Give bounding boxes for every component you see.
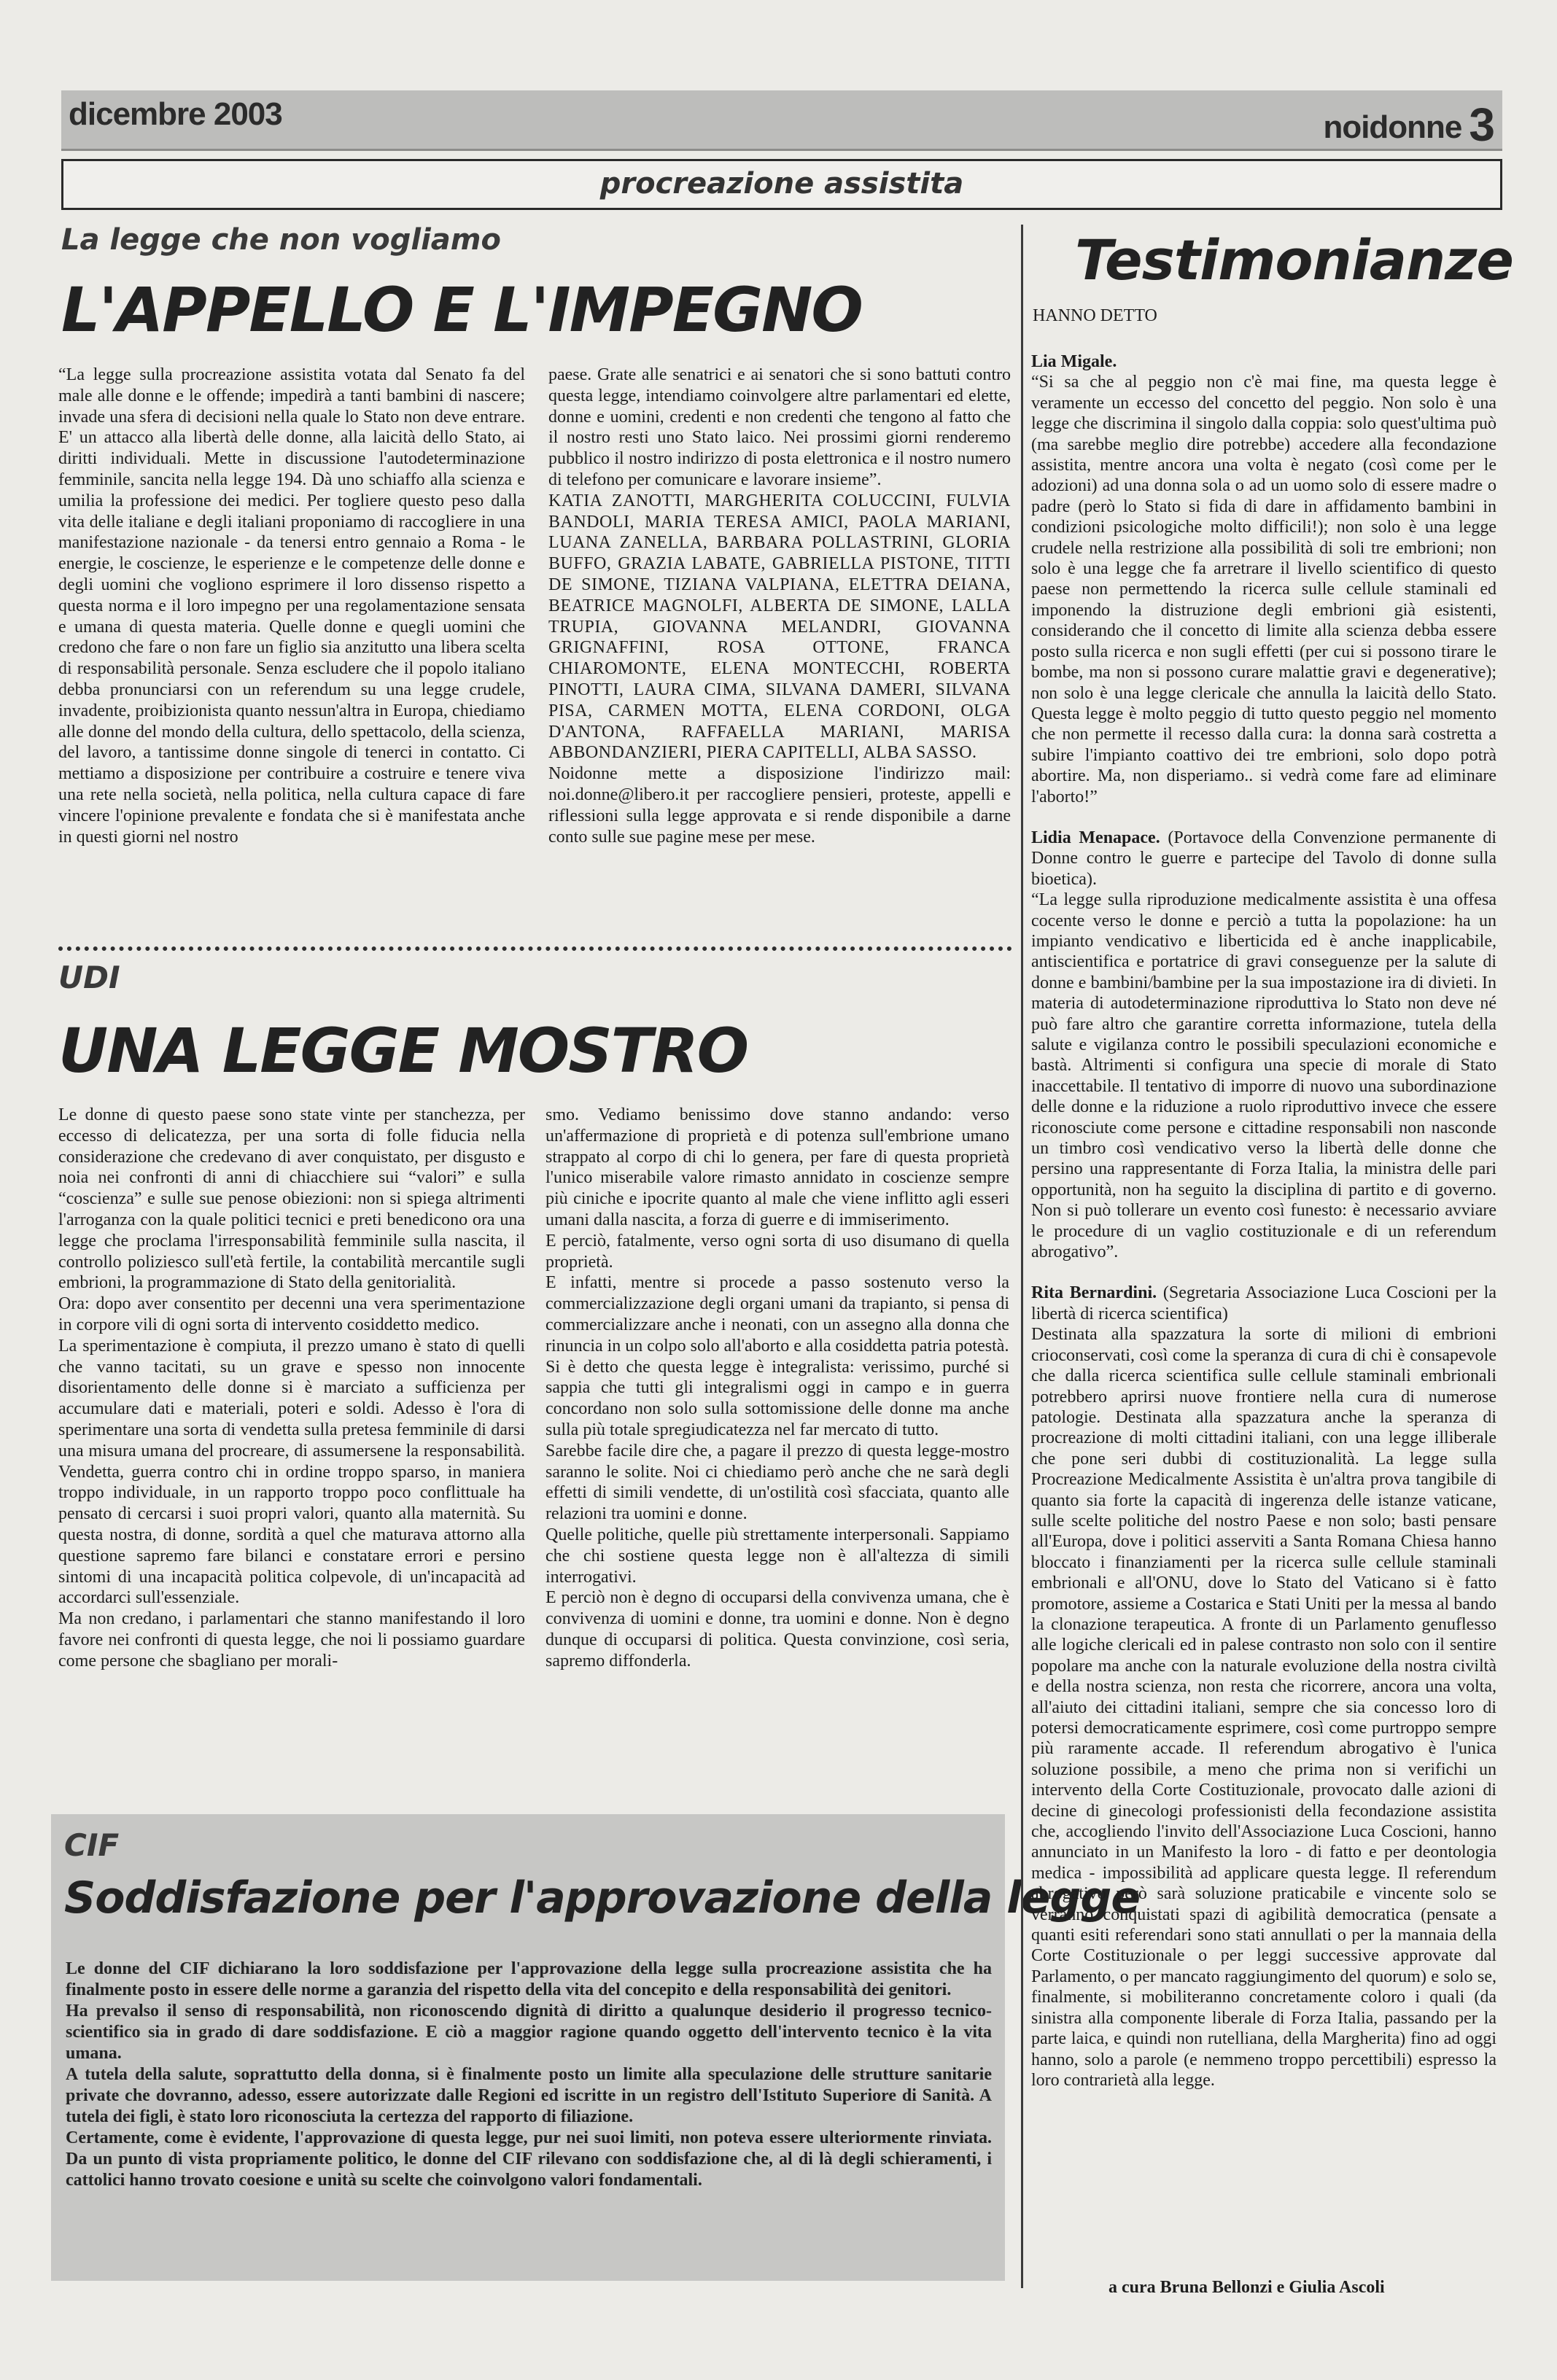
article3-p4: Certamente, come è evidente, l'approvazione di questa legge, pur nei suoi limiti, non poteva essere ulteriormente rinviata. Da un punto di vista propriamente politico, le donne del CIF rilevano con soddisfazione che, al di là degli schieramenti, i cattolici hanno trovato coesione e unità su scelte che coinvolgono valori fondamentali. (66, 2128, 992, 2190)
testimony-migale (1031, 351, 1496, 807)
article2-col2-p4: Si è detto che questa legge è integralista: verissimo, purché si sappia che tutti gli integralismi oggi in campo e in guerra concordano non solo sulla sottomissione delle donne ma anche sulla più totale spregiudicatezza nel far mercato di tutto. (545, 1357, 1009, 1439)
article2-headline: UNA LEGGE MOSTRO (58, 1015, 748, 1086)
article2-col2-p5: Sarebbe facile dire che, a pagare il prezzo di questa legge-mostro saranno le solite. Noi ci chiediamo però anche che ne sarà degli effetti di simili vendette, di un'ostilità così sfacciata, quanto alle relazioni tra uomini e donne. (545, 1441, 1009, 1524)
testimonianze-subtitle: HANNO DETTO (1033, 306, 1157, 325)
article3-p3: A tutela della salute, soprattutto della donna, si è finalmente posto un limite alla speculazione delle strutture sanitarie private che dovranno, adesso, essere autorizzate dalle Regioni ed iscritte in un registro dell'Istituto Superiore di Sanità. A tutela dei figli, è stato loro riconosciuta la certezza del rapporto di filiazione. (66, 2065, 992, 2126)
testimony-role: (Segretaria Associazione Luca Coscioni per la libertà di ricerca scientifica) (1031, 1283, 1497, 1323)
credit-line: a cura Bruna Bellonzi e Giulia Ascoli (1108, 2278, 1385, 2297)
article2-col2-p6: Quelle politiche, quelle più strettamente interpersonali. Sappiamo che chi sostiene questa legge non è all'altezza di simili interrogativi. (545, 1525, 1009, 1587)
testimony-text: “Si sa che al peggio non c'è mai fine, ma questa legge è veramente un eccesso del concetto del peggio. Non solo è una legge che discrimina il singolo dalla coppia: solo quest'ultima può (ma sarebbe meglio dire potrebbe) accedere alla fecondazione assistita, mentre ancora una volta è negato (così come per le adozioni) ad una donna sola o ad un uomo solo di essere madre o padre (però lo Stato si fida di dare in affidamento bambini in condizioni psicologiche molto difficili!); non solo è una legge crudele nella restrizione alla possibilità di soli tre embrioni; non solo è una legge che fa arretrare il livello scientifico di questo paese non permettendo la ricerca sulle cellule staminali ed imponendo la distruzione degli embrioni già esistenti, considerando che il concetto di limite alla scienza debba essere posto sulla ricerca e non sugli effetti (per cui si possono tirare le bombe, ma non si possono curare malattie gravi e degenerative); non solo è una legge clericale che annulla la laicità dello Stato. Questa legge è molto peggio di tutto questo peggio nel momento che non permette il recesso dalla cura: la donna sarà costretta a subire l'impianto coattivo dei tre embrioni, solo dopo potrà abortire. Ma, non disperiamo.. si vedrà come fare ad eliminare l'aborto!” (1031, 373, 1496, 806)
cif-box (51, 1814, 1141, 2281)
article1-column-2 (548, 365, 1011, 847)
article2-kicker: UDI (58, 960, 120, 995)
page-number: 3 (1469, 98, 1495, 151)
article2-col2-p2: E perciò, fatalmente, verso ogni sorta di uso disumano di quella proprietà. (545, 1231, 1009, 1272)
article2-col2-p1: smo. Vediamo benissimo dove stanno andando: verso un'affermazione di proprietà e di potenza sull'embrione umano strappato al corpo di chi lo genera, per fare di questa proprietà l'unico miserabile valore rimasto annidato in coscienze sempre più ciniche e ipocrite quanto al male che viene inflitto agli esseri umani dalla nascita, a forza di guerre e di immiserimento. (545, 1105, 1009, 1229)
article3-body (66, 1959, 992, 2191)
testimony-bernardini (1031, 1283, 1496, 2091)
column-rule (1021, 225, 1023, 2288)
magazine-name: noidonne (1323, 109, 1462, 145)
article3-p2: Ha prevalso il senso di responsabilità, non riconoscendo dignità di diritto a qualunque desiderio il progresso tecnico-scientifico sia in grado di dare soddisfazione. E ciò a maggior ragione quando oggetto dell'intervento tecnico è la vita umana. (66, 2002, 992, 2063)
testimony-text: Destinata alla spazzatura la sorte di milioni di embrioni crioconservati, così come la speranza di cura di chi è consapevole che dalla ricerca scientifica sulle cellule staminali embrionali potrebbero aprirsi nuove frontiere nella cura di numerose patologie. Destinata alla spazzatura anche la speranza di procreazione di molti cittadini italiani, con una legge illiberale che pone seri dubbi di costituzionalità. La legge sulla Procreazione Medicalmente Assistita è un'altra prova tangibile di quanto sia forte la capacità di ingerenza delle istanze vaticane, sulle scelte politiche del nostro Paese e non solo; basti pensare all'Europa, dove i politici asserviti a Santa Romana Chiesa hanno bloccato i finanziamenti per la ricerca sulle cellule staminali embrionali e all'ONU, dove lo Stato del Vaticano si è fatto promotore, assieme a Costarica e Stati Uniti per la messa al bando la clonazione terapeutica. A fronte di un Parlamento genuflesso alle logiche clericali ed in palese contrasto non solo con il sentire popolare ma anche con la naturale evoluzione della nostra civiltà e della nostra scienza, non resta che ricorrere, ancora una volta, all'aiuto dei cittadini italiani, sempre che sia concesso loro di potersi democraticamente esprimere, così come purtroppo sempre più raramente accade. Il referendum abrogativo è l'unica soluzione possibile, a meno che prima non si verifichi un intervento della Corte Costituzionale, provocato dalle azioni di decine di ginecologi professionisti della fecondazione assistita che, accogliendo l'invito dell'Associazione Luca Coscioni, hanno annunciato in un Manifesto la loro - di fatto e per deontologia medica - impossibilità ad applicare questa legge. Il referendum abrogativo però sarà soluzione praticabile e vincente solo se verranno conquistati spazi di agibilità democratica (pensate a quanti esiti referendari sono stati annullati o per la mannaia della Corte Costituzionale o per leggi successive approvate dal Parlamento, o per mancato raggiungimento del quorum) e solo se, finalmente, si mobiliteranno concretamente coloro i quali (da sinistra alla componente liberale di Forza Italia, passando per la parte laica, e quindi non rutelliana, della Margherita) fino ad oggi hanno, solo a parole (e nemmeno troppo percettibili) espresso la loro contrarietà alla legge. (1031, 1325, 1496, 2090)
article2-column-1 (58, 1105, 525, 1672)
testimony-text: “La legge sulla riproduzione medicalmente assistita è una offesa cocente verso le donne e perciò a tutta la popolazione: ha un impianto vendicativo e liberticida ed è anche inapplicabile, antiscientifica e portatrice di gravi conseguenze per la salute di donne e bambini/bambine per la sua impostazione ira di divieti. In materia di autodeterminazione riproduttiva lo Stato non deve né può fare altro che garantire corretta informazione, tutela della salute e vigilanza contro le possibili speculazioni economiche e bastà. Altrimenti si configura una specie di morale di Stato inaccettabile. Il tentativo di imporre di nuovo una subordinazione delle donne e la riduzione a ruolo riproduttivo invece che essere riconosciute come persone e cittadine responsabili non nasconde un timbro così vendicativo verso la libertà delle donne che persino una rappresentante di Forza Italia, la ministra delle pari opportunità, non ha seguito la disciplina di partito e di governo. Non si può tollerare un evento così funesto: è necessario avviare le procedure di un vaglio costituzionale e di un referendum abrogativo”. (1031, 890, 1496, 1262)
section-title: procreazione assistita (599, 167, 964, 201)
testimonianze-column (1031, 351, 1496, 2111)
testimony-name: Lia Migale. (1031, 352, 1117, 371)
article3-kicker: CIF (64, 1827, 120, 1863)
article1-footer: Noidonne mette a disposizione l'indirizzo mail: noi.donne@libero.it per raccogliere pensieri, proteste, appelli e riflessioni sulla legge approvata e si rende disponibile a darne conto sulle sue pagine mese per mese. (548, 764, 1011, 847)
article1-column-1: “La legge sulla procreazione assistita votata dal Senato fa del male alle donne e le offende; impedirà a tanti bambini di nascere; invade una sfera di decisioni nella quale lo Stato non deve entrare. E' un attacco alla libertà delle donne, alla laicità dello Stato, ai diritti individuali. Mette in discussione l'autodeterminazione femminile, sancita nella legge 194. Dà uno schiaffo alla scienza e umilia la professione dei medici. Per togliere questo peso dalla vita delle italiane e degli italiani proponiamo di raccogliere in una manifestazione nazionale - da tenersi entro gennaio a Roma - le energie, le coscienze, le esperienze e le competenze delle donne e degli uomini che vogliono esprimere il loro dissenso rispetto a questa norma e il loro impegno per una regolamentazione sensata e umana di questa materia. Quelle donne e quegli uomini che credono che fare o non fare un figlio sia anzitutto una libera scelta di responsabilità personale. Senza escludere che il popolo italiano debba pronunciarsi con un referendum su una legge crudele, invadente, proibizionista quanto nessun'altra in Europa, chiediamo alle donne del mondo della cultura, dello spettacolo, della scienza, del lavoro, a tantissime donne singole di tenerci in contatto. Ci mettiamo a disposizione per contribuire a costruire e tenere viva una rete nella società, nella politica, nella cultura capace di fare vincere l'opinione prevalente e fondata che si è manifestata anche in questi giorni nel nostro (58, 365, 525, 847)
section-bar (61, 159, 1502, 210)
article2-column-2 (545, 1105, 1009, 1672)
section-divider (58, 946, 1012, 951)
article3-p1: Le donne del CIF dichiarano la loro soddisfazione per l'approvazione della legge sulla procreazione assistita che ha finalmente posto in essere delle norme a garanzia del rispetto della vita del concepito e della responsabilità dei genitori. (66, 1959, 992, 1999)
testimony-name: Rita Bernardini. (1031, 1283, 1157, 1303)
article2-col2-p3: E infatti, mentre si procede a passo sostenuto verso la commercializzazione degli organi umani da trapianto, si pensa di commercializzare anche i neonati, con un assegno alla donna che rinuncia in un colpo solo all'aborto e alla cosiddetta patria potestà. (545, 1273, 1009, 1356)
testimony-name: Lidia Menapace. (1031, 828, 1160, 847)
testimony-role: (Portavoce della Convenzione permanente di Donne contro le guerre e partecipe del Tavolo di donne sulla bioetica). (1031, 828, 1497, 889)
magazine-brand (1323, 95, 1495, 149)
article1-signatories: KATIA ZANOTTI, MARGHERITA COLUCCINI, FULVIA BANDOLI, MARIA TERESA AMICI, PAOLA MARIANI, LUANA ZANELLA, BARBARA POLLASTRINI, GLORIA BUFFO, GRAZIA LABATE, GABRIELLA PISTONE, TITTI DE SIMONE, TIZIANA VALPIANA, ELETTRA DEIANA, BEATRICE MAGNOLFI, ALBERTA DE SIMONE, LALLA TRUPIA, GIOVANNA MELANDRI, GIOVANNA GRIGNAFFINI, ROSA OTTONE, FRANCA CHIAROMONTE, ELENA MONTECCHI, ROBERTA PINOTTI, LAURA CIMA, SILVANA DAMERI, SILVANA PISA, CARMEN MOTTA, ELENA CORDONI, OLGA D'ANTONA, RAFFAELLA MARIANI, MARISA ABBONDANZIERI, PIERA CAPITELLI, ALBA SASSO. (548, 491, 1011, 763)
testimonianze-title: Testimonianze (1075, 228, 1513, 292)
issue-date: dicembre 2003 (69, 96, 282, 132)
testimony-menapace (1031, 828, 1496, 1263)
article1-kicker: La legge che non vogliamo (61, 223, 501, 257)
article1-headline: L'APPELLO E L'IMPEGNO (61, 274, 862, 346)
article1-col2-text: paese. Grate alle senatrici e ai senatori che si sono battuti contro questa legge, intendiamo coinvolgere altre parlamentari ed elette, donne e uomini, credenti e non credenti che tengono al fatto che il nostro resti uno Stato laico. Nei prossimi giorni renderemo pubblico il nostro indirizzo di posta elettronica e il nostro numero di telefono per comunicare e lavorare insieme”. (548, 365, 1011, 489)
article2-col2-p7: E perciò non è degno di occuparsi della convivenza umana, che è convivenza di uomini e donne, tra uomini e donne. Non è degno dunque di occuparsi di politica. Questa convinzione, così seria, sapremo diffonderla. (545, 1588, 1009, 1671)
article2-col1-p2: Ora: dopo aver consentito per decenni una vera sperimentazione in corpore vili di ogni sorta di intervento cosiddetto medico. (58, 1294, 525, 1334)
article2-col1-p4: Ma non credano, i parlamentari che stanno manifestando il loro favore nei confronti di questa legge, che noi li possiamo guardare come persone che sbagliano per morali- (58, 1609, 525, 1671)
masthead (61, 90, 1502, 151)
article2-col1-p3: La sperimentazione è compiuta, il prezzo umano è stato di quelli che vanno tacitati, su un grave e spesso non innocente disorientamento delle donne si è marciato a sufficienza per accumulare dati e materiali, poteri e soldi. Adesso è l'ora di sperimentare una sorta di vendetta sulla pretesa femminile di darsi una misura umana del procreare, di assumersene la responsabilità. Vendetta, guerra contro chi in ordine troppo sparso, in maniera troppo individuale, in un rapporto troppo poco conflittuale ha pensato di cercarsi i suoi propri valori, quanto alla maternità. Su questa nostra, di donne, sordità a quel che maturava attorno alla questione sapremo fare bilanci e constatare errori e persino sintomi di una incapacità politica colpevole, di un'incapacità ad accordarci sull'essenziale. (58, 1336, 525, 1608)
article2-col1-p1: Le donne di questo paese sono state vinte per stanchezza, per eccesso di delicatezza, per una sorta di folle fiducia nella considerazione che credevano di aver conquistato, per disgusto e noia nei confronti di anni di chiacchiere sui “valori” e sulla “coscienza” e sulle sue penose obiezioni: non si spiega altrimenti l'arroganza con la quale politici tecnici e preti benedicono ora una legge che proclama l'irresponsabilità femminile sulla nascita, il controllo poliziesco sull'età fertile, la contabilità mercantile sugli embrioni, la programmazione di Stato della genitorialità. (58, 1105, 525, 1293)
article3-headline: Soddisfazione per l'approvazione della legge (64, 1872, 1141, 1924)
